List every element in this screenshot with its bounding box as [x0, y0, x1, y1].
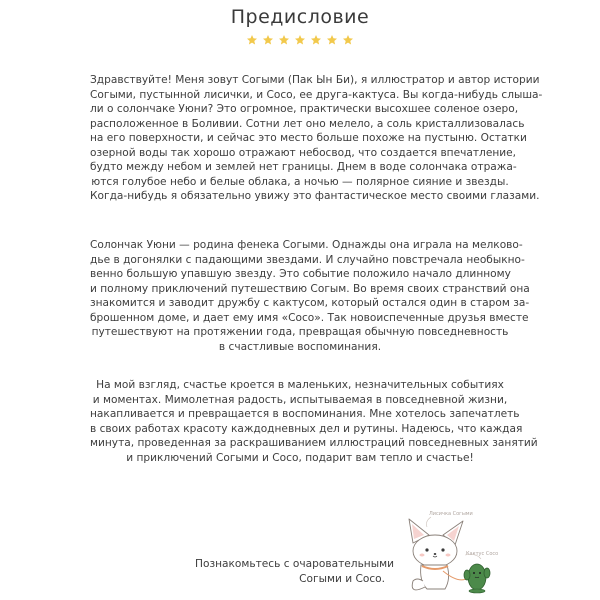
star-icon	[262, 34, 274, 46]
star-icon	[246, 34, 258, 46]
paragraph-line: в своих работах красоту каждодневных дел и рутины. Надеюсь, что каждая	[90, 422, 523, 435]
paragraph-line: накапливается и превращается в воспоминания. Мне хотелось запечатлеть	[90, 408, 520, 420]
fox-caption: Лисичка Согыми	[429, 511, 473, 517]
paragraph-line: брошенном доме, и дает ему имя «Сосо». Так новоиспеченные друзья вместе	[90, 311, 529, 324]
cactus-caption: Кактус Сосо	[466, 551, 499, 557]
paragraph-line: Согыми, пустынной лисички, и Сосо, ее друга-кактуса. Вы когда-нибудь слыша-	[90, 88, 543, 101]
page-title: Предисловие	[230, 6, 370, 28]
paragraph-line: и полному приключений путешествию Согым. Во время своих странствий она	[90, 282, 530, 295]
star-icon	[342, 34, 354, 46]
star-icon	[326, 34, 338, 46]
fox-pointer-line	[427, 517, 432, 527]
star-icon	[278, 34, 290, 46]
star-icon	[310, 34, 322, 46]
paragraph-line: и приключений Согыми и Сосо, подарит вам тепло и счастье!	[126, 451, 474, 464]
intro-text	[195, 557, 394, 586]
paragraph-line: Здравствуйте! Меня зовут Согыми (Пак Ын Би), я иллюстратор и автор истории	[90, 74, 540, 86]
paragraph-line: Когда-нибудь я обязательно увижу это фантастическое место своими глазами.	[90, 190, 540, 202]
fox-tail	[412, 579, 425, 590]
paragraph-happiness	[90, 378, 538, 465]
fox-and-cactus-illustration	[405, 515, 505, 600]
paragraph-line: в счастливые воспоминания.	[218, 340, 382, 353]
paragraph-line: знакомится и заводит дружбу с кактусом, который остался один в старом за-	[90, 297, 530, 309]
paragraph-story	[90, 238, 530, 354]
paragraph-line: будто между небом и землей нет границы. Днем в воде солончака отража-	[90, 161, 517, 173]
paragraph-line: озерной воды так хорошо отражают небосвод, что создается впечатление,	[90, 146, 517, 159]
paragraph-line: ются голубое небо и белые облака, а ночью — полярное сияние и звезды.	[91, 175, 509, 188]
paragraph-line: ли о солончаке Уюни? Это огромное, практически высохшее соленое озеро,	[90, 103, 519, 115]
paragraph-line: путешествуют на протяжении года, превращая обычную повседневность	[91, 326, 509, 338]
paragraph-line: венно большую упавшую звезду. Это событие положило начало длинному	[90, 268, 511, 280]
star-icon	[294, 34, 306, 46]
fox-head	[413, 535, 457, 567]
paragraph-line: минута, проведенная за раскрашиванием иллюстраций повседневных занятий	[90, 437, 538, 449]
fox-eye-right	[441, 548, 444, 551]
cactus-pointer-line	[465, 555, 481, 560]
star-divider	[0, 34, 600, 46]
paragraph-line: и моментах. Мимолетная радость, испытываемая в повседневной жизни,	[92, 393, 508, 406]
paragraph-line: на его поверхности, и сейчас это место больше похоже на пустыню. Остатки	[90, 132, 527, 144]
paragraph-line: Солончак Уюни — родина фенека Согыми. Однажды она играла на мелково-	[90, 239, 523, 251]
intro-line: Согыми и Сосо.	[299, 572, 385, 585]
paragraph-line: расположенное в Боливии. Сотни лет оно мелело, а соль кристаллизовалась	[90, 117, 525, 130]
intro-line: Познакомьтесь с очаровательными	[195, 558, 394, 570]
cactus-body	[468, 564, 486, 590]
paragraph-greeting	[90, 73, 543, 204]
paragraph-line: дье в догонялки с падающими звездами. И случайно повстречала необыкно-	[90, 253, 525, 266]
fox-eye-left	[425, 548, 428, 551]
paragraph-line: На мой взгляд, счастье кроется в маленьких, незначительных событиях	[96, 379, 504, 391]
